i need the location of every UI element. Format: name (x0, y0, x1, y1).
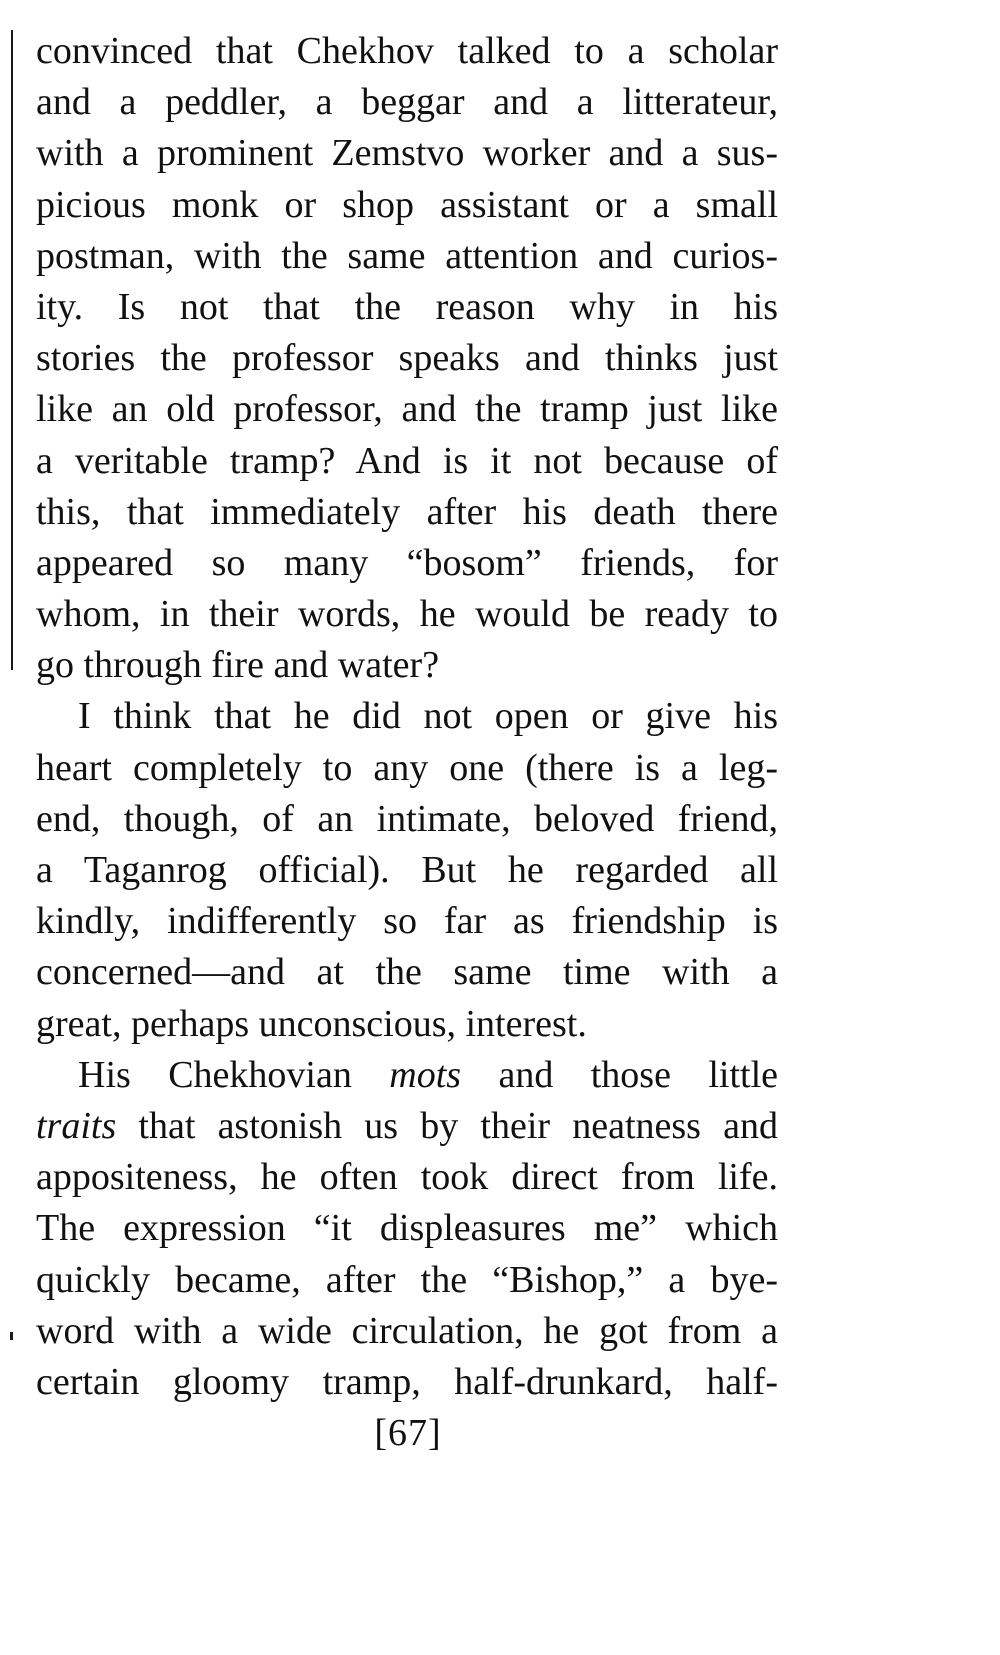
italic-word-mots: mots (389, 1053, 462, 1096)
text-body (36, 26, 778, 1408)
text-line: go through fire and water? (36, 644, 440, 687)
text-line (36, 1101, 778, 1152)
text-line: great, perhaps unconscious, interest. (36, 1002, 587, 1045)
text-line: convinced that Chekhov talked to a scholar (36, 30, 778, 72)
italic-word-traits: traits (36, 1104, 117, 1147)
text-line: quickly became, after the “Bishop,” a bye- (36, 1258, 778, 1301)
paragraph-1 (36, 26, 778, 691)
text-line: a veritable tramp? And is it not because of (36, 439, 778, 482)
text-line: certain gloomy tramp, half-drunkard, half- (36, 1360, 778, 1403)
text-line (36, 1050, 778, 1101)
text-line: concerned—and at the same time with a (36, 951, 778, 994)
text-run: that astonish us by their neatness and (116, 1104, 778, 1147)
text-line: appositeness, he often took direct from life. (36, 1156, 778, 1199)
page-number: [67] (374, 1412, 442, 1454)
text-line: ity. Is not that the reason why in his (36, 285, 778, 328)
text-run: His Chekhovian (78, 1053, 390, 1096)
text-line: this, that immediately after his death there (36, 490, 778, 533)
text-line: whom, in their words, he would be ready to (36, 593, 778, 636)
text-line: heart completely to any one (there is a leg- (36, 746, 778, 789)
text-line: appeared so many “bosom” friends, for (36, 541, 778, 584)
text-line: picious monk or shop assistant or a small (36, 183, 778, 226)
text-line: with a prominent Zemstvo worker and a sus- (36, 132, 778, 175)
text-line: and a peddler, a beggar and a litterateur, (36, 81, 778, 124)
text-line: The expression “it displeasures me” which (36, 1207, 778, 1250)
text-line: like an old professor, and the tramp just like (36, 388, 778, 431)
paragraph-2 (36, 691, 778, 1049)
text-line: I think that he did not open or give his (78, 695, 778, 738)
margin-rule (11, 30, 13, 670)
text-run: and those little (461, 1053, 778, 1096)
text-line: word with a wide circulation, he got from a (36, 1309, 778, 1352)
text-line: kindly, indifferently so far as friendship is (36, 900, 778, 943)
text-line: stories the professor speaks and thinks just (36, 337, 778, 380)
text-line: a Taganrog official). But he regarded all (36, 849, 778, 891)
margin-mark (10, 1332, 13, 1340)
text-line: end, though, of an intimate, beloved friend, (36, 797, 778, 840)
paragraph-3 (36, 1050, 778, 1408)
text-line: postman, with the same attention and curios- (36, 234, 778, 277)
